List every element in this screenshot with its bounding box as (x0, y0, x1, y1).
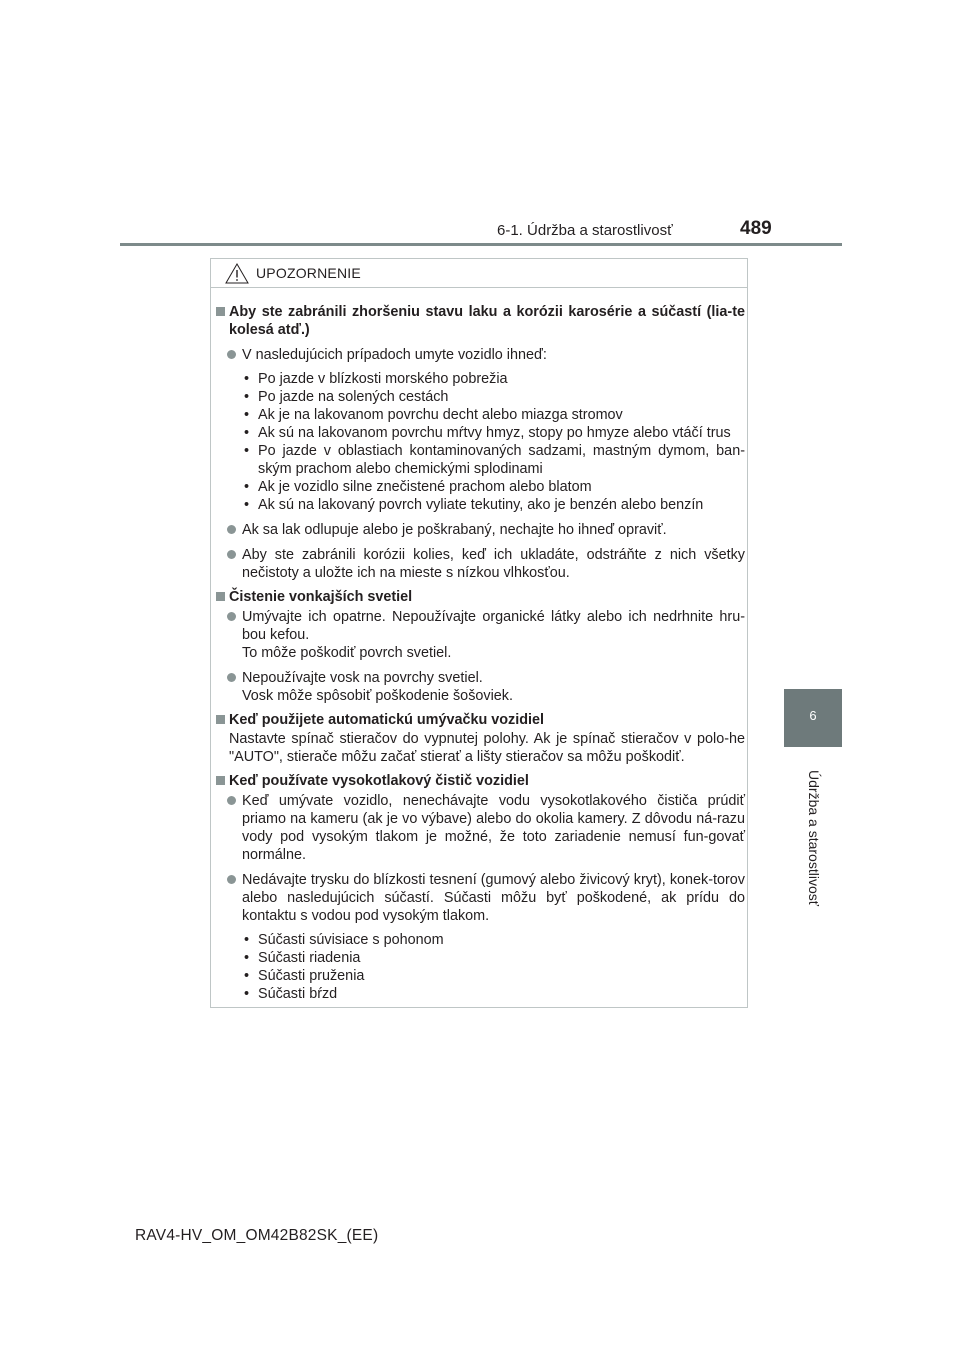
bullet-item: Ak sa lak odlupuje alebo je poškrabaný, nechajte ho ihneď opraviť. (215, 521, 745, 539)
bullet-item (215, 669, 745, 705)
chapter-label: Údržba a starostlivosť (806, 770, 822, 906)
section-heading: Keď použijete automatickú umývačku vozidiel (215, 711, 745, 729)
bullet-text: Umývajte ich opatrne. Nepoužívajte organické látky alebo ich nedrhnite hru-bou kefou. (242, 609, 745, 643)
section-title: 6-1. Údržba a starostlivosť (497, 222, 673, 239)
list-item: • Ak je vozidlo silne znečistené prachom alebo blatom (242, 478, 745, 496)
list-item: • Súčasti riadenia (242, 949, 745, 967)
list-item: • Po jazde v blízkosti morského pobrežia (242, 370, 745, 388)
list-item: • Po jazde v oblastiach kontaminovaných sadzami, mastným dymom, ban-ským prachom alebo chemickými splodinami (242, 442, 745, 478)
warning-triangle-icon (225, 263, 249, 284)
bullet-item: Aby ste zabránili korózii kolies, keď ich ukladáte, odstráňte z nich všetky nečistoty a uložte ich na mieste s nízkou vlhkosťou. (215, 546, 745, 582)
page-number: 489 (740, 218, 772, 239)
bullet-item: Nedávajte trysku do blízkosti tesnení (gumový alebo živicový kryt), konek-torov alebo nasledujúcich súčastí. Súčasti môžu byť poškodené, ak prídu do kontaktu s vodou pod vysokým tlakom. (215, 871, 745, 925)
list-item: • Súčasti bŕzd (242, 985, 745, 1003)
list-item: • Ak sú na lakovaný povrch vyliate tekutiny, ako je benzén alebo benzín (242, 496, 745, 514)
list-item: • Po jazde na solených cestách (242, 388, 745, 406)
bullet-item (215, 608, 745, 662)
warning-title: UPOZORNENIE (256, 265, 361, 281)
bullet-item: Keď umývate vozidlo, nenechávajte vodu vysokotlakového čističa prúdiť priamo na kameru (ak je vo výbave) alebo do okolia kamery. Z dôvodu ná-razu vody pod vysokým tlakom je možné, že toto zariadenie nemusí fun-govať normálne. (215, 792, 745, 864)
chapter-number: 6 (809, 708, 817, 723)
bullet-extra: To môže poškodiť povrch svetiel. (242, 645, 452, 661)
list-item: • Ak je na lakovanom povrchu decht alebo miazga stromov (242, 406, 745, 424)
header-rule (120, 243, 842, 246)
bullet-extra: Vosk môže spôsobiť poškodenie šošoviek. (242, 688, 513, 704)
sub-list (215, 931, 745, 1003)
bullet-item: V nasledujúcich prípadoch umyte vozidlo ihneď: (215, 346, 745, 364)
list-item: • Súčasti pruženia (242, 967, 745, 985)
warning-box (210, 258, 748, 1008)
section-heading: Čistenie vonkajších svetiel (215, 588, 745, 606)
document-code: RAV4-HV_OM_OM42B82SK_(EE) (135, 1227, 379, 1244)
sub-list (215, 370, 745, 514)
list-item: • Súčasti súvisiace s pohonom (242, 931, 745, 949)
warning-body (215, 297, 745, 1003)
bullet-text: Nepoužívajte vosk na povrchy svetiel. (242, 670, 483, 686)
warning-header (211, 259, 747, 288)
section-heading: Aby ste zabránili zhoršeniu stavu laku a korózii karosérie a súčastí (lia-te kolesá atď.) (215, 303, 745, 339)
list-item: • Ak sú na lakovanom povrchu mŕtvy hmyz, stopy po hmyze alebo vtáčí trus (242, 424, 745, 442)
section-heading: Keď používate vysokotlakový čistič vozidiel (215, 772, 745, 790)
section-paragraph: Nastavte spínač stieračov do vypnutej polohy. Ak je spínač stieračov v polo-he "AUTO", stierače môžu začať stierať a lišty stieračov sa môžu poškodiť. (229, 731, 745, 765)
